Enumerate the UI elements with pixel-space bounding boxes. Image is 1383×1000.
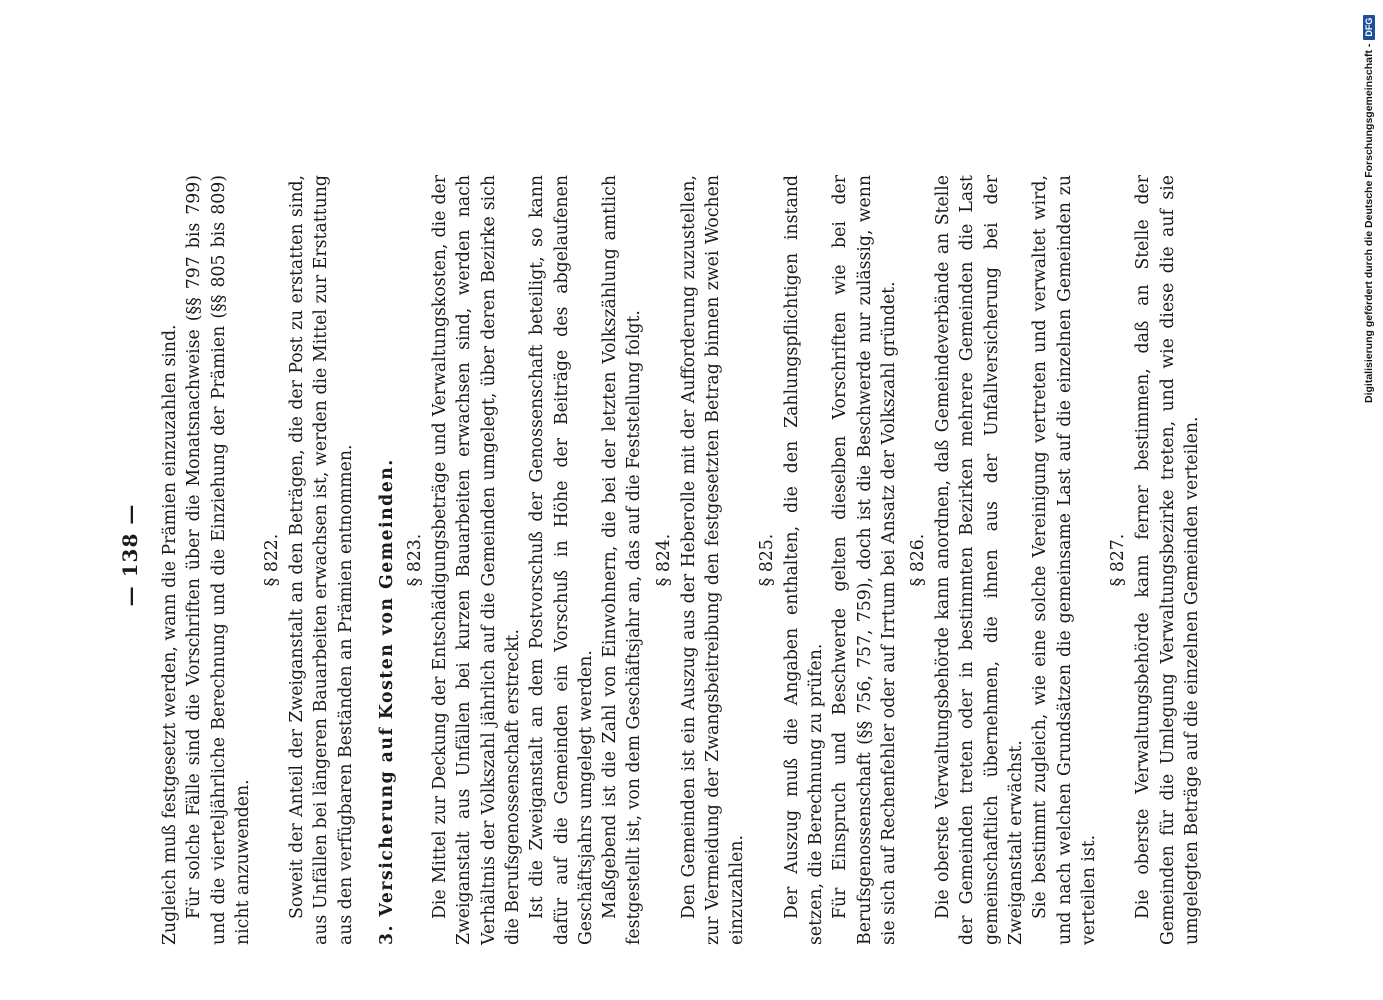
paragraph: Die oberste Verwaltungsbehörde kann ferner bestimmen, daß an Stelle der Gemeinden für die Umlegung Verwaltungsbezirke treten, und wie diese die auf sie umgelegten Beträge auf die einzelnen Gemeinden verteilen. <box>1133 175 1202 945</box>
paragraph: Der Auszug muß die Angaben enthalten, die den Zahlungspflichtigen instand setzen, die Berechnung zu prüfen. <box>781 175 826 945</box>
rotated-page <box>118 125 1250 985</box>
section-heading: 3. Versicherung auf Kosten von Gemeinden. <box>377 458 398 945</box>
paragraph: Zugleich muß festgesetzt werden, wann die Prämien einzuzahlen sind. <box>160 324 180 945</box>
page-content <box>118 125 1250 985</box>
paragraph-heading-824: § 824. <box>653 533 674 587</box>
digitization-credit <box>1359 8 1379 408</box>
paragraph: Maßgebend ist die Zahl von Einwohnern, die bei der letzten Volkszählung amtlich festgestellt ist, von dem Geschäftsjahr an, das auf die Feststellung folgt. <box>600 175 645 945</box>
paragraph: Soweit der Anteil der Zweiganstalt an den Beträgen, die der Post zu erstatten sind, aus Unfällen bei längeren Bauarbeiten erwachsen ist, werden die Mittel zur Erstattung aus den verfügbaren Beständen an Prämien entnommen. <box>287 175 356 945</box>
paragraph-heading-823: § 823. <box>405 533 426 587</box>
paragraph: Den Gemeinden ist ein Auszug aus der Heberolle mit der Aufforderung zuzustellen, zur Vermeidung der Zwangsbeitreibung den festgesetzten Betrag binnen zwei Wochen einzuzahlen. <box>678 175 748 945</box>
paragraph: Die Mittel zur Deckung der Entschädigungsbeträge und Verwaltungskosten, die der Zweiganstalt aus Unfällen bei kurzen Bauarbeiten erwachsen sind, werden nach Verhältnis der Volkszahl jährlich auf die Gemeinden umgelegt, über deren Bezirke sich die Berufsgenossenschaft erstreckt. <box>430 175 523 945</box>
paragraph: Für Einspruch und Beschwerde gelten dieselben Vorschriften wie bei der Berufsgenossenschaft (§§ 756, 757, 759), doch ist die Beschwerde nur zulässig, wenn sie sich auf Rechenfehler oder auf Irrtum bei Ansatz der Volkszahl gründet. <box>830 175 899 945</box>
paragraph: Sie bestimmt zugleich, wie eine solche Vereinigung vertreten und verwaltet wird, und nach welchen Grundsätzen die gemeinsame Last auf die einzelnen Gemeinden zu verteilen ist. <box>1030 175 1099 945</box>
dfg-logo-icon: DFG <box>1363 15 1375 40</box>
paragraph-heading-827: § 827. <box>1108 533 1129 587</box>
paragraph-heading-826: § 826. <box>908 533 929 587</box>
paragraph: Die oberste Verwaltungsbehörde kann anordnen, daß Gemeindeverbände an Stelle der Gemeinden treten oder in bestimmten Bezirken mehrere Gemeinden die Last gemeinschaftlich übernehmen, die ihnen aus der Unfallversicherung bei der Zweiganstalt erwächst. <box>933 175 1027 945</box>
paragraph: Für solche Fälle sind die Vorschriften über die Monatsnachweise (§§ 797 bis 799) und die vierteljährliche Berechnung und die Einziehung der Prämien (§§ 805 bis 809) nicht anzuwenden. <box>184 175 253 945</box>
paragraph-heading-822: § 822. <box>262 533 283 587</box>
paragraph: Ist die Zweiganstalt an dem Postvorschuß der Genossenschaft beteiligt, so kann dafür auf die Gemeinden ein Vorschuß in Höhe der Beiträge des abgelaufenen Geschäftsjahrs umgelegt werden. <box>527 175 596 945</box>
paragraph-heading-825: § 825. <box>756 533 777 587</box>
credit-text: Digitalisierung gefördert durch die Deutsche Forschungsgemeinschaft - <box>1363 43 1375 403</box>
page-number: — 138 — <box>118 503 142 607</box>
body-text <box>158 175 1204 945</box>
digitization-credit-line <box>1361 13 1377 403</box>
